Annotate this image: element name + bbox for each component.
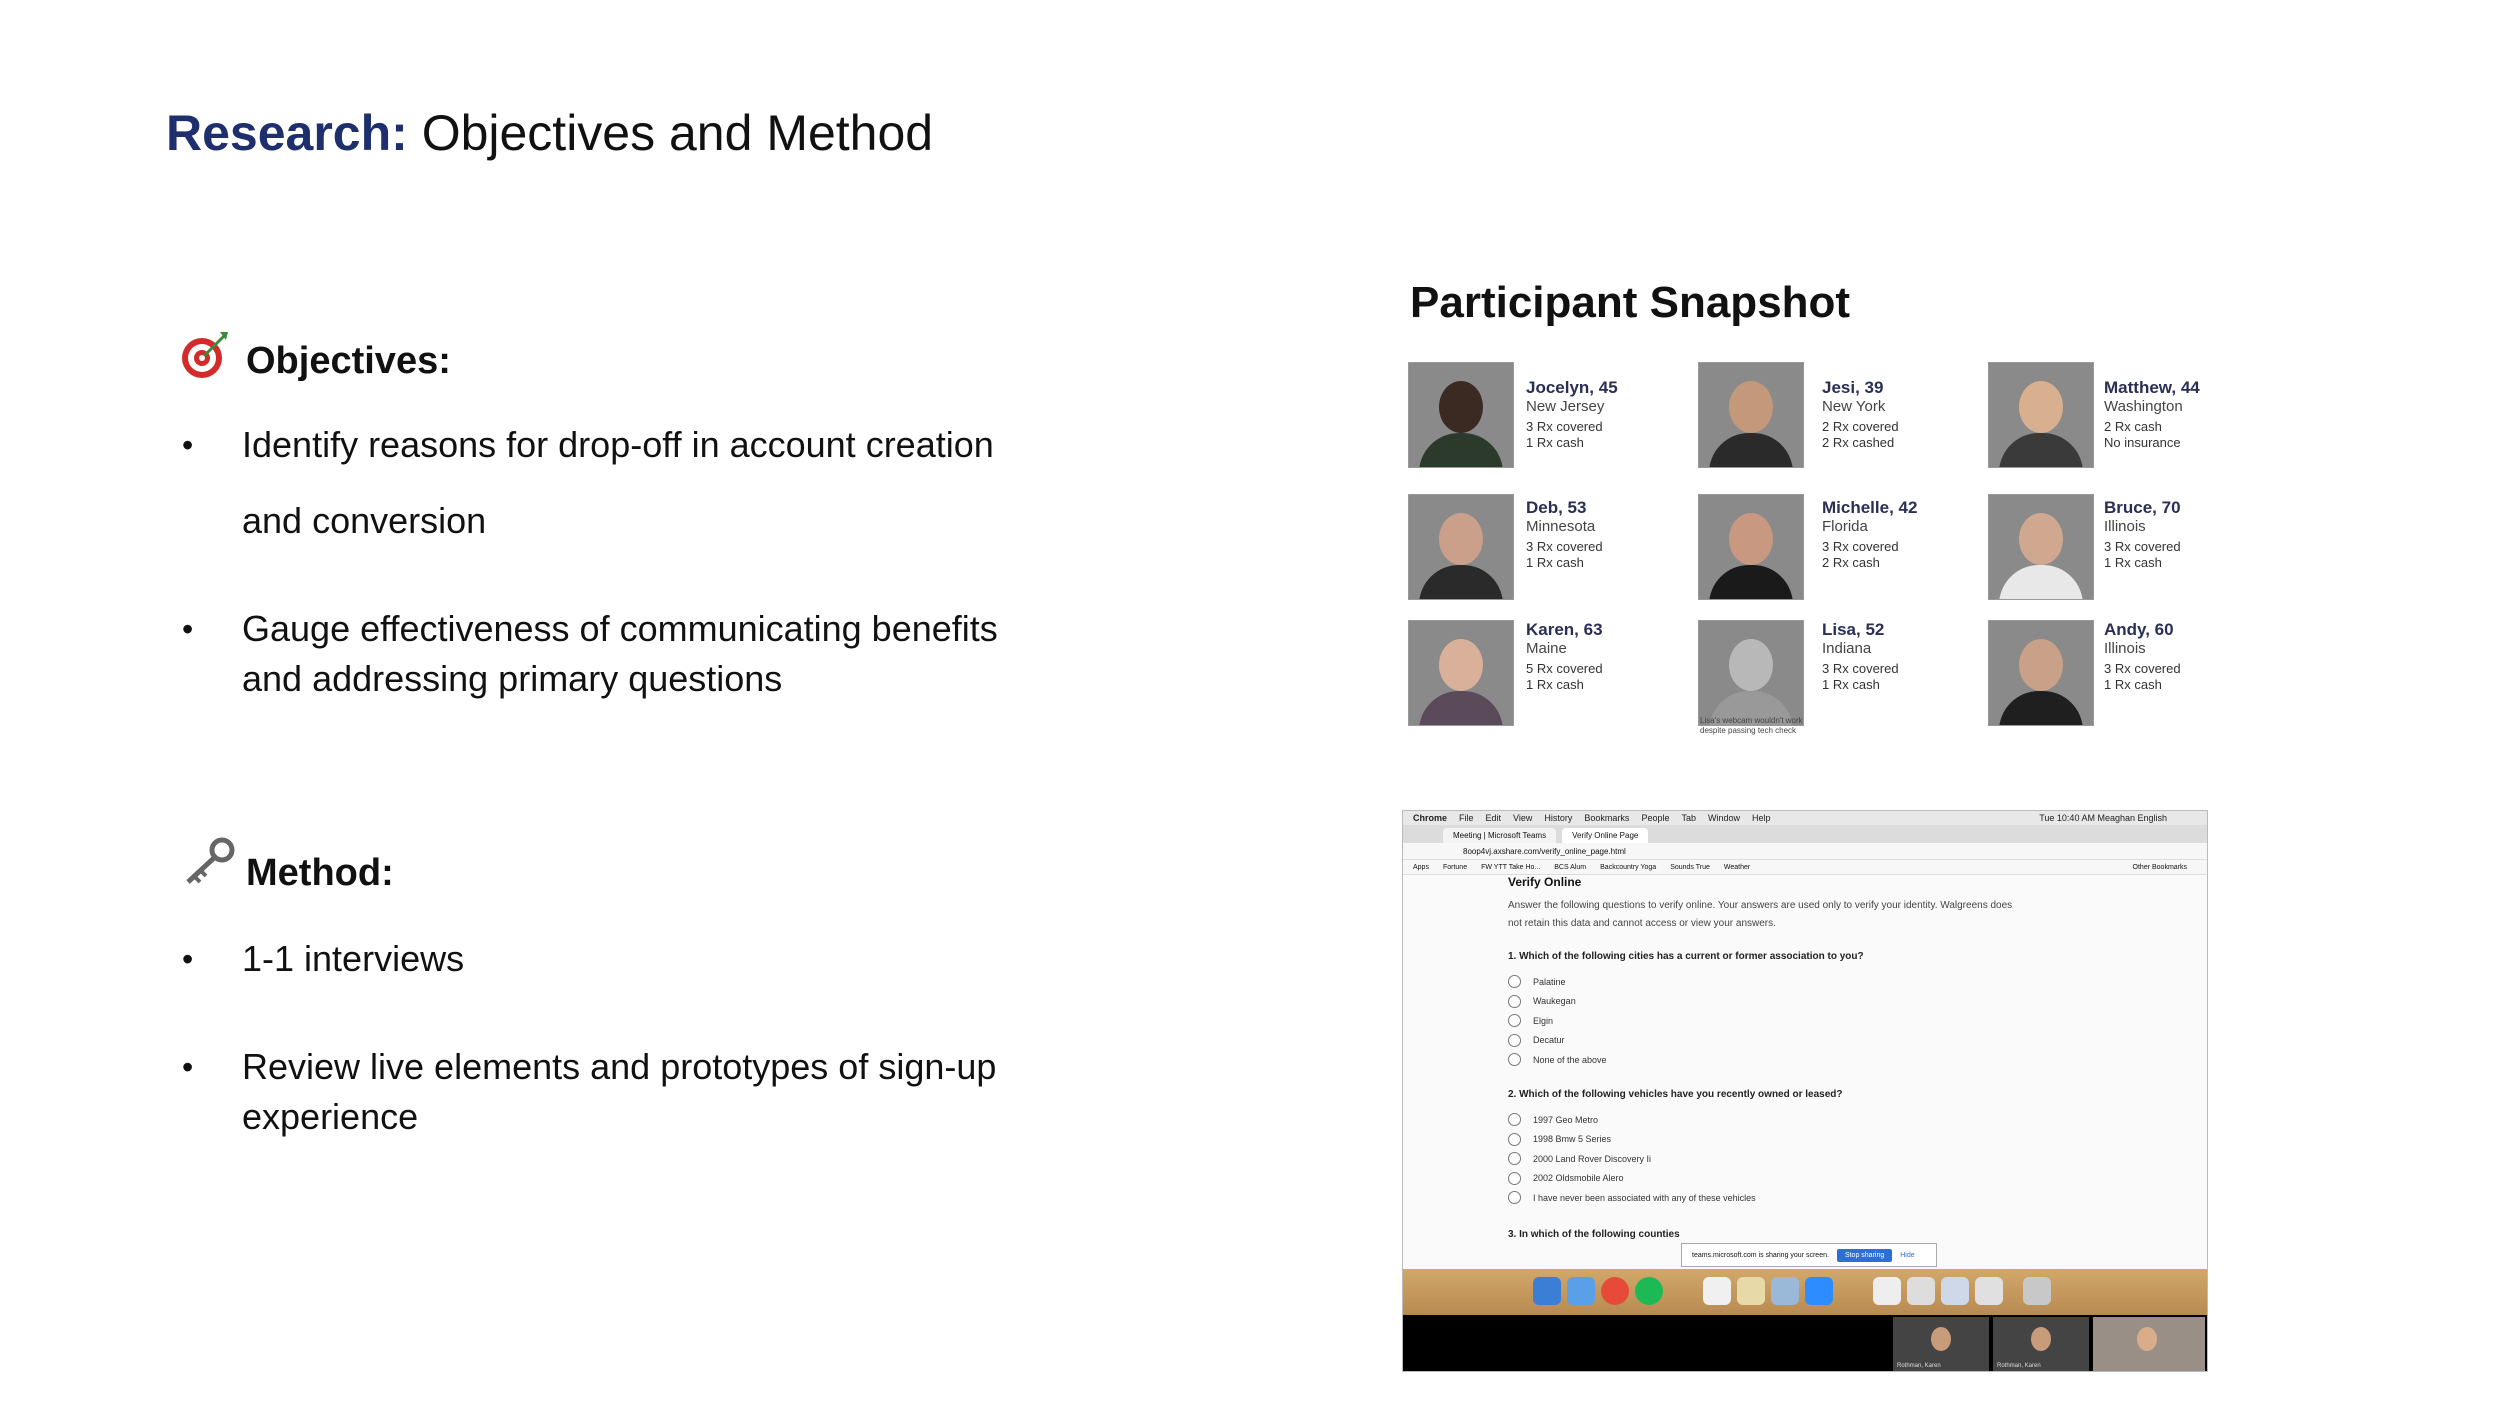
radio-label: I have never been associated with any of these vehicles (1533, 1192, 1756, 1203)
bookmark-item[interactable]: Apps (1413, 863, 1429, 871)
objective-2-line1: Gauge effectiveness of communicating benefits (242, 608, 998, 649)
radio-button[interactable] (1508, 1133, 1521, 1146)
participant-photo (1408, 494, 1514, 600)
thumb-label-1: Rothman, Karen (1897, 1363, 1941, 1369)
participant-rx2: 1 Rx cash (2104, 677, 2162, 692)
finder-icon[interactable] (1533, 1277, 1561, 1305)
method-heading: Method: (246, 852, 394, 894)
trash-icon[interactable] (2023, 1277, 2051, 1305)
bookmark-item[interactable]: Fortune (1442, 863, 1468, 871)
participant-name: Michelle, 42 (1822, 498, 1918, 517)
participant-info (1822, 378, 1899, 451)
radio-option[interactable] (1508, 1172, 1624, 1185)
objective-1-line1: Identify reasons for drop-off in account creation (242, 424, 994, 465)
participant-info (2104, 620, 2181, 693)
radio-label: 1997 Geo Metro (1533, 1114, 1599, 1125)
method-1-line1: 1-1 interviews (242, 938, 465, 979)
radio-button[interactable] (1508, 1191, 1521, 1204)
radio-label: Decatur (1533, 1035, 1565, 1045)
bookmark-item[interactable]: FW YTT Take Ho... (1481, 863, 1541, 871)
url-bar[interactable] (1403, 843, 2207, 860)
menu-tab[interactable]: Tab (1681, 813, 1696, 823)
radio-option[interactable] (1508, 1133, 1611, 1146)
radio-label: Elgin (1533, 1015, 1554, 1026)
objective-item-1: • Identify reasons for drop-off in account creation and conversion (242, 420, 1122, 546)
menu-help[interactable]: Help (1752, 813, 1771, 823)
participant-name: Jesi, 39 (1822, 378, 1884, 397)
mac-dock (1403, 1269, 2207, 1315)
radio-button[interactable] (1508, 1152, 1521, 1165)
key-icon (180, 836, 236, 888)
menu-edit[interactable]: Edit (1485, 813, 1502, 823)
stop-sharing-button[interactable]: Stop sharing (1837, 1249, 1892, 1262)
participant-info (1822, 620, 1899, 693)
spotify-icon[interactable] (1635, 1277, 1663, 1305)
participant-thumb-1 (1893, 1317, 1989, 1371)
participant-rx1: 3 Rx covered (2104, 539, 2181, 554)
question-3: 3. In which of the following counties (1508, 1229, 1680, 1240)
video-strip (1403, 1315, 2207, 1371)
participant-name: Bruce, 70 (2104, 498, 2181, 517)
participant-info (1526, 620, 1603, 693)
thumb-label-2: Rothman, Karen (1997, 1363, 2041, 1369)
radio-option[interactable] (1508, 1191, 1756, 1204)
method-item-1: • 1-1 interviews (242, 934, 1122, 984)
menu-chrome[interactable]: Chrome (1413, 813, 1448, 823)
participant-name: Deb, 53 (1526, 498, 1587, 517)
radio-option[interactable] (1508, 1053, 1607, 1066)
notes-icon[interactable] (1703, 1277, 1731, 1305)
participant-state: Florida (1822, 518, 1868, 535)
participant-state: New York (1822, 398, 1886, 415)
participant-rx1: 3 Rx covered (1526, 419, 1603, 434)
lisa-note-line2: despite passing tech check (1700, 726, 1797, 735)
radio-button[interactable] (1508, 1053, 1521, 1066)
participant-thumb-2 (1993, 1317, 2089, 1371)
participant-rx2: 2 Rx cash (1822, 555, 1880, 570)
participant-state: Maine (1526, 640, 1567, 657)
participant-state: Indiana (1822, 640, 1872, 657)
participant-rx1: 3 Rx covered (2104, 661, 2181, 676)
participant-name: Karen, 63 (1526, 620, 1603, 639)
tab-teams[interactable]: Meeting | Microsoft Teams (1443, 828, 1556, 843)
radio-button[interactable] (1508, 995, 1521, 1008)
participant-rx2: No insurance (2104, 435, 2181, 450)
objective-2-line2: and addressing primary questions (242, 658, 783, 699)
participant-photo (1988, 362, 2094, 468)
target-icon (180, 330, 230, 380)
participant-rx1: 2 Rx covered (1822, 419, 1899, 434)
bookmarks-bar (1403, 860, 2207, 875)
participant-photo (1408, 362, 1514, 468)
menu-file[interactable]: File (1459, 813, 1474, 823)
menu-people[interactable]: People (1641, 813, 1670, 823)
participant-rx1: 3 Rx covered (1822, 539, 1899, 554)
bookmark-item[interactable]: BCS Alum (1554, 863, 1587, 871)
participant-photo (1698, 494, 1804, 600)
tab-verify[interactable]: Verify Online Page (1562, 828, 1648, 843)
participant-name: Matthew, 44 (2104, 378, 2200, 397)
method-item-2: • Review live elements and prototypes of sign-up experience (242, 1042, 1122, 1142)
participant-name: Andy, 60 (2104, 620, 2174, 639)
participant-photo (1988, 494, 2094, 600)
share-text: teams.microsoft.com is sharing your screen. (1692, 1251, 1829, 1259)
participant-rx2: 2 Rx cashed (1822, 435, 1895, 450)
participant-state: Illinois (2104, 640, 2146, 657)
radio-label: 1998 Bmw 5 Series (1533, 1134, 1612, 1144)
participant-rx1: 3 Rx covered (1822, 661, 1899, 676)
menu-view[interactable]: View (1513, 813, 1533, 823)
question-1: 1. Which of the following cities has a current or former association to you? (1508, 951, 1864, 962)
method-2-line1: Review live elements and prototypes of sign-up (242, 1046, 997, 1087)
document-icon-3[interactable] (1941, 1277, 1969, 1305)
menubar-clock: Tue 10:40 AM Meaghan English (2039, 813, 2167, 823)
radio-option[interactable] (1508, 1113, 1598, 1126)
hide-button[interactable]: Hide (1900, 1251, 1915, 1259)
objectives-heading: Objectives: (246, 340, 451, 382)
title-strong: Research: (166, 105, 408, 161)
participant-photo (1988, 620, 2094, 726)
screen-share-screenshot (1402, 810, 2208, 1372)
radio-label: 2000 Land Rover Discovery Ii (1533, 1153, 1652, 1164)
document-icon[interactable] (1873, 1277, 1901, 1305)
participant-info (1526, 498, 1603, 571)
participant-info (1822, 498, 1917, 571)
radio-option[interactable] (1508, 1014, 1553, 1027)
verify-online-page (1403, 875, 2207, 1275)
verify-heading: Verify Online (1508, 875, 1582, 889)
radio-option[interactable] (1508, 1034, 1565, 1047)
radio-label: None of the above (1533, 1054, 1607, 1065)
participant-info (1526, 378, 1618, 451)
radio-option[interactable] (1508, 1152, 1651, 1165)
radio-label: 2002 Oldsmobile Alero (1533, 1173, 1624, 1183)
radio-label: Palatine (1533, 976, 1566, 987)
bookmark-item[interactable]: Backcountry Yoga (1600, 863, 1657, 871)
radio-option[interactable] (1508, 975, 1566, 988)
url-text: 8oop4vj.axshare.com/verify_online_page.html (1463, 846, 1626, 856)
messages-icon[interactable] (1567, 1277, 1595, 1305)
verify-intro: Answer the following questions to verify online. Your answers are used only to verify your identity. Walgreens does not retain this data and cannot access or view your answers. (1508, 900, 2013, 929)
menu-window[interactable]: Window (1707, 813, 1740, 823)
participant-state: Minnesota (1526, 518, 1596, 535)
radio-button[interactable] (1508, 1172, 1521, 1185)
radio-label: Waukegan (1533, 996, 1576, 1006)
snapshot-title: Participant Snapshot (1410, 278, 1851, 327)
document-icon-4[interactable] (1975, 1277, 2003, 1305)
objective-1-line2: and conversion (242, 500, 487, 541)
preview-icon[interactable] (1771, 1277, 1799, 1305)
page-title (166, 104, 933, 162)
participant-rx1: 5 Rx covered (1526, 661, 1603, 676)
participant-name: Lisa, 52 (1822, 620, 1885, 639)
participant-name: Jocelyn, 45 (1526, 378, 1618, 397)
participant-rx1: 3 Rx covered (1526, 539, 1603, 554)
radio-button[interactable] (1508, 1034, 1521, 1047)
participant-rx2: 1 Rx cash (1526, 677, 1584, 692)
participant-photo (1698, 620, 1804, 726)
participant-rx2: 1 Rx cash (1526, 555, 1584, 570)
participant-info (2104, 378, 2200, 451)
lisa-webcam-note (1700, 716, 1803, 736)
participant-rx1: 2 Rx cash (2104, 419, 2162, 434)
chrome-icon[interactable] (1601, 1277, 1629, 1305)
question-2: 2. Which of the following vehicles have you recently owned or leased? (1508, 1089, 1843, 1100)
participant-photo (1408, 620, 1514, 726)
radio-option[interactable] (1508, 995, 1576, 1008)
share-banner (1681, 1243, 1937, 1267)
document-icon-2[interactable] (1907, 1277, 1935, 1305)
bookmark-item[interactable]: Weather (1723, 863, 1751, 871)
participant-rx2: 1 Rx cash (1526, 435, 1584, 450)
participant-state: Washington (2104, 398, 2183, 415)
radio-button[interactable] (1508, 975, 1521, 988)
mac-menubar (1403, 811, 2207, 825)
radio-button[interactable] (1508, 1014, 1521, 1027)
bookmark-item[interactable]: Sounds True (1670, 863, 1710, 871)
participant-state: New Jersey (1526, 398, 1605, 415)
stickies-icon[interactable] (1737, 1277, 1765, 1305)
participant-state: Illinois (2104, 518, 2146, 535)
participant-info (2104, 498, 2181, 571)
menu-bookmarks[interactable]: Bookmarks (1584, 813, 1630, 823)
objective-item-2: • Gauge effectiveness of communicating benefits and addressing primary questions (242, 604, 1122, 704)
lisa-note-line1: Lisa's webcam wouldn't work (1700, 716, 1803, 725)
method-2-line2: experience (242, 1096, 419, 1137)
participant-rx2: 1 Rx cash (1822, 677, 1880, 692)
browser-tabbar (1403, 825, 2207, 843)
presenter-thumb (2093, 1317, 2205, 1371)
zoom-icon[interactable] (1805, 1277, 1833, 1305)
bookmark-item[interactable]: Other Bookmarks (2132, 863, 2187, 871)
participant-photo (1698, 362, 1804, 468)
radio-button[interactable] (1508, 1113, 1521, 1126)
participant-rx2: 1 Rx cash (2104, 555, 2162, 570)
title-rest: Objectives and Method (407, 105, 934, 161)
menu-history[interactable]: History (1544, 813, 1573, 823)
